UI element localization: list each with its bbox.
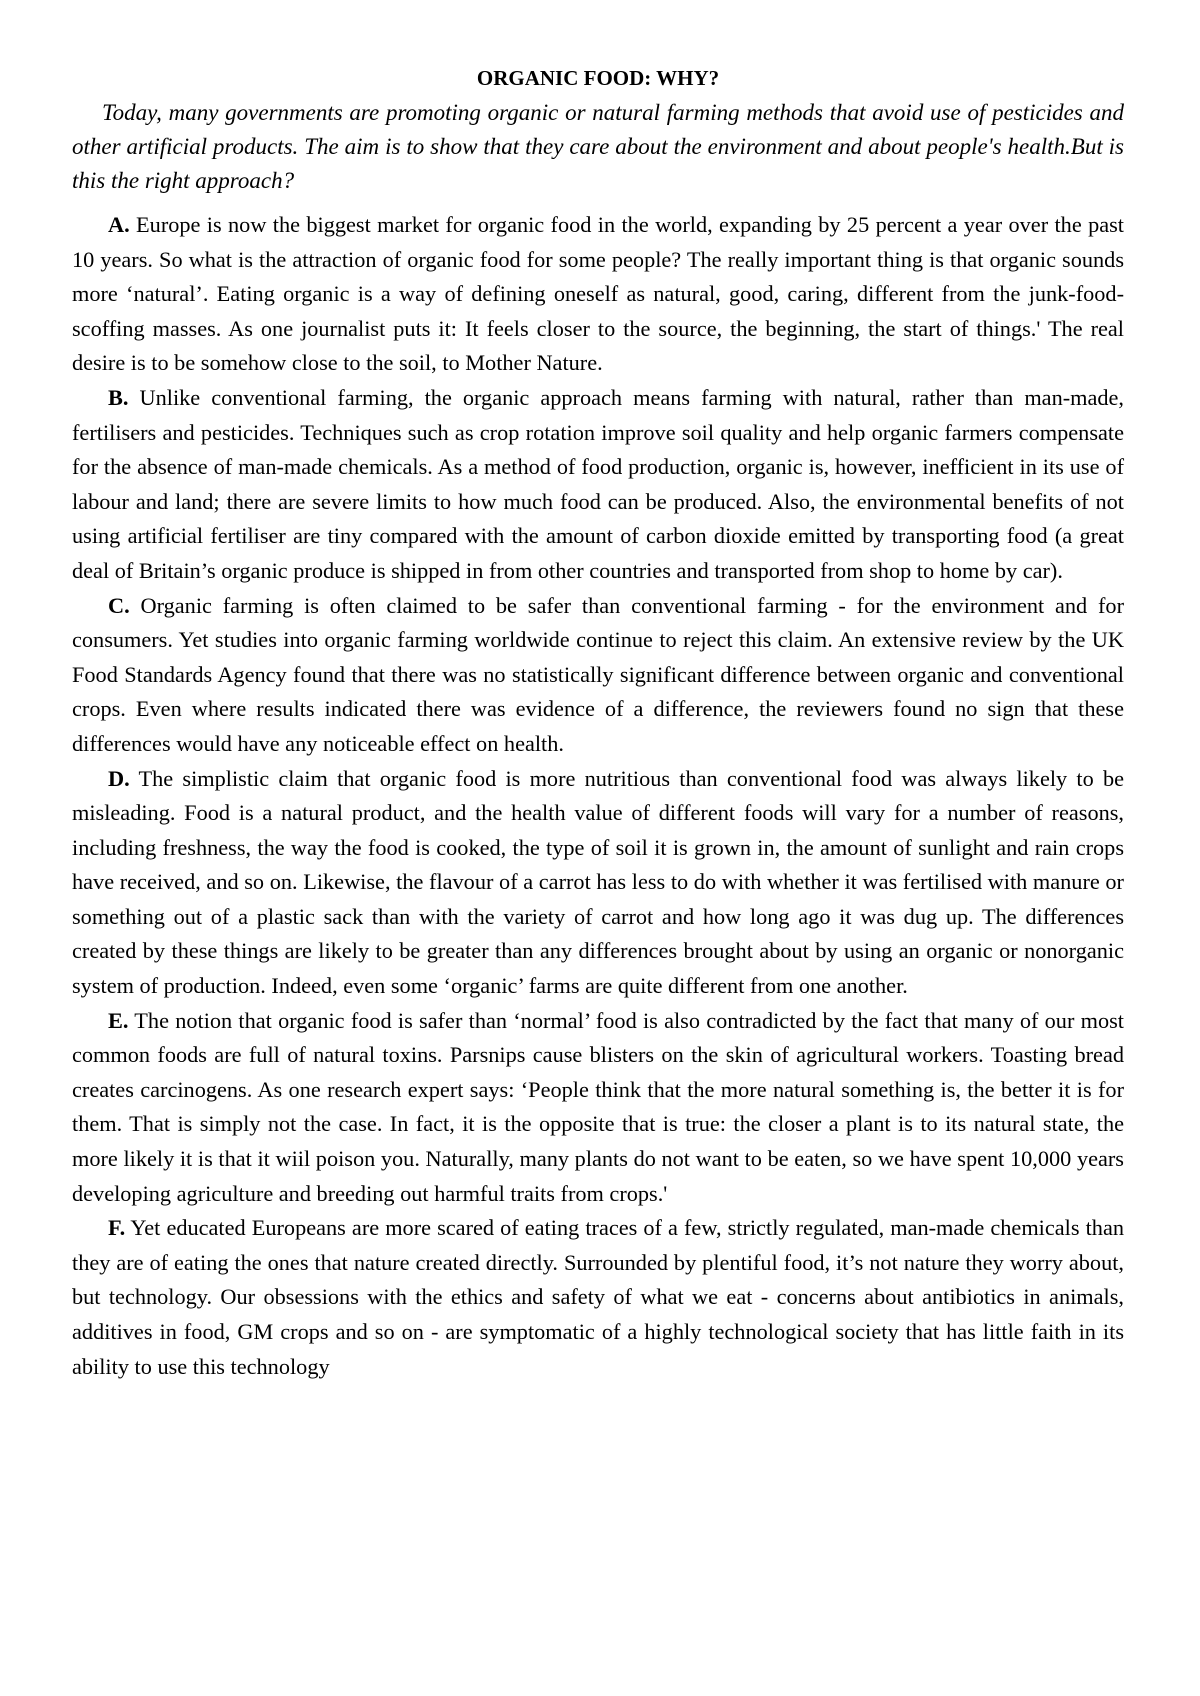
paragraph-letter: A.: [108, 212, 130, 237]
paragraph-letter: D.: [108, 765, 130, 791]
paragraph-letter: F.: [108, 1215, 126, 1241]
paragraph-text: Europe is now the biggest market for organic food in the world, expanding by 25 percent a year over the past 10 years. So what is the attraction of organic food for some people? The really important thing is that organic sounds more ‘natural’. Eating organic is a way of defining oneself as natural, good, caring, different from the junk-food-scoffing masses. As one journalist puts it: It feels closer to the source, the beginning, the start of things.' The real desire is to be somehow close to the soil, to Mother Nature.: [72, 212, 1124, 376]
paragraph-e: [72, 1004, 1124, 1212]
document-title: ORGANIC FOOD: WHY?: [476, 66, 720, 90]
paragraph-a: [72, 208, 1124, 381]
paragraph-text: The simplistic claim that organic food is more nutritious than conventional food was always likely to be misleading. Food is a natural product, and the health value of different foods will vary for a number of reasons, including freshness, the way the food is cooked, the type of soil it is grown in, the amount of sunlight and rain crops have received, and so on. Likewise, the flavour of a carrot has less to do with whether it was fertilised with manure or something out of a plastic sack than with the variety of carrot and how long ago it was dug up. The differences created by these things are likely to be greater than any differences brought about by using an organic or nonorganic system of production. Indeed, even some ‘organic’ farms are quite different from one another.: [72, 765, 1125, 999]
paragraph-text: Unlike conventional farming, the organic approach means farming with natural, rather than man-made, fertilisers and pesticides. Techniques such as crop rotation improve soil quality and help organic farmers compensate for the absence of man-made chemicals. As a method of food production, organic is, however, inefficient in its use of labour and land; there are severe limits to how much food can be produced. Also, the environmental benefits of not using artificial fertiliser are tiny compared with the amount of carbon dioxide emitted by transporting food (a great deal of Britain’s organic produce is shipped in from other countries and transported from shop to home by car).: [72, 384, 1125, 583]
paragraph-letter: C.: [108, 592, 130, 618]
paragraph-text: Yet educated Europeans are more scared of eating traces of a few, strictly regulated, man-made chemicals than they are of eating the ones that nature created directly. Surrounded by plentiful food, it’s not nature they worry about, but technology. Our obsessions with the ethics and safety of what we eat - concerns about antibiotics in animals, additives in food, GM crops and so on - are symptomatic of a highly technological society that has little faith in its ability to use this technology: [72, 1215, 1124, 1379]
paragraph-letter: E.: [108, 1007, 129, 1033]
paragraph-b: [72, 381, 1124, 589]
paragraph-f: [72, 1211, 1124, 1384]
paragraph-letter: B.: [108, 384, 129, 410]
intro-paragraph: Today, many governments are promoting organic or natural farming methods that avoid use of pesticides and other artificial products. The aim is to show that they care about the environment and about people's health.But is this the right approach?: [72, 100, 1124, 193]
paragraph-c: [72, 589, 1124, 762]
document-page: [72, 62, 1124, 1384]
paragraph-d: [72, 762, 1124, 1004]
paragraph-text: Organic farming is often claimed to be safer than conventional farming - for the environment and for consumers. Yet studies into organic farming worldwide continue to reject this claim. An extensive review by the UK Food Standards Agency found that there was no statistically significant difference between organic and conventional crops. Even where results indicated there was evidence of a difference, the reviewers found no sign that these differences would have any noticeable effect on health.: [72, 592, 1124, 756]
paragraph-text: The notion that organic food is safer than ‘normal’ food is also contradicted by the fact that many of our most common foods are full of natural toxins. Parsnips cause blisters on the skin of agricultural workers. Toasting bread creates carcinogens. As one research expert says: ‘People think that the more natural something is, the better it is for them. That is simply not the case. In fact, it is the opposite that is true: the closer a plant is to its natural state, the more likely it is that it wiil poison you. Naturally, many plants do not want to be eaten, so we have spent 10,000 years developing agriculture and breeding out harmful traits from crops.': [72, 1007, 1124, 1206]
